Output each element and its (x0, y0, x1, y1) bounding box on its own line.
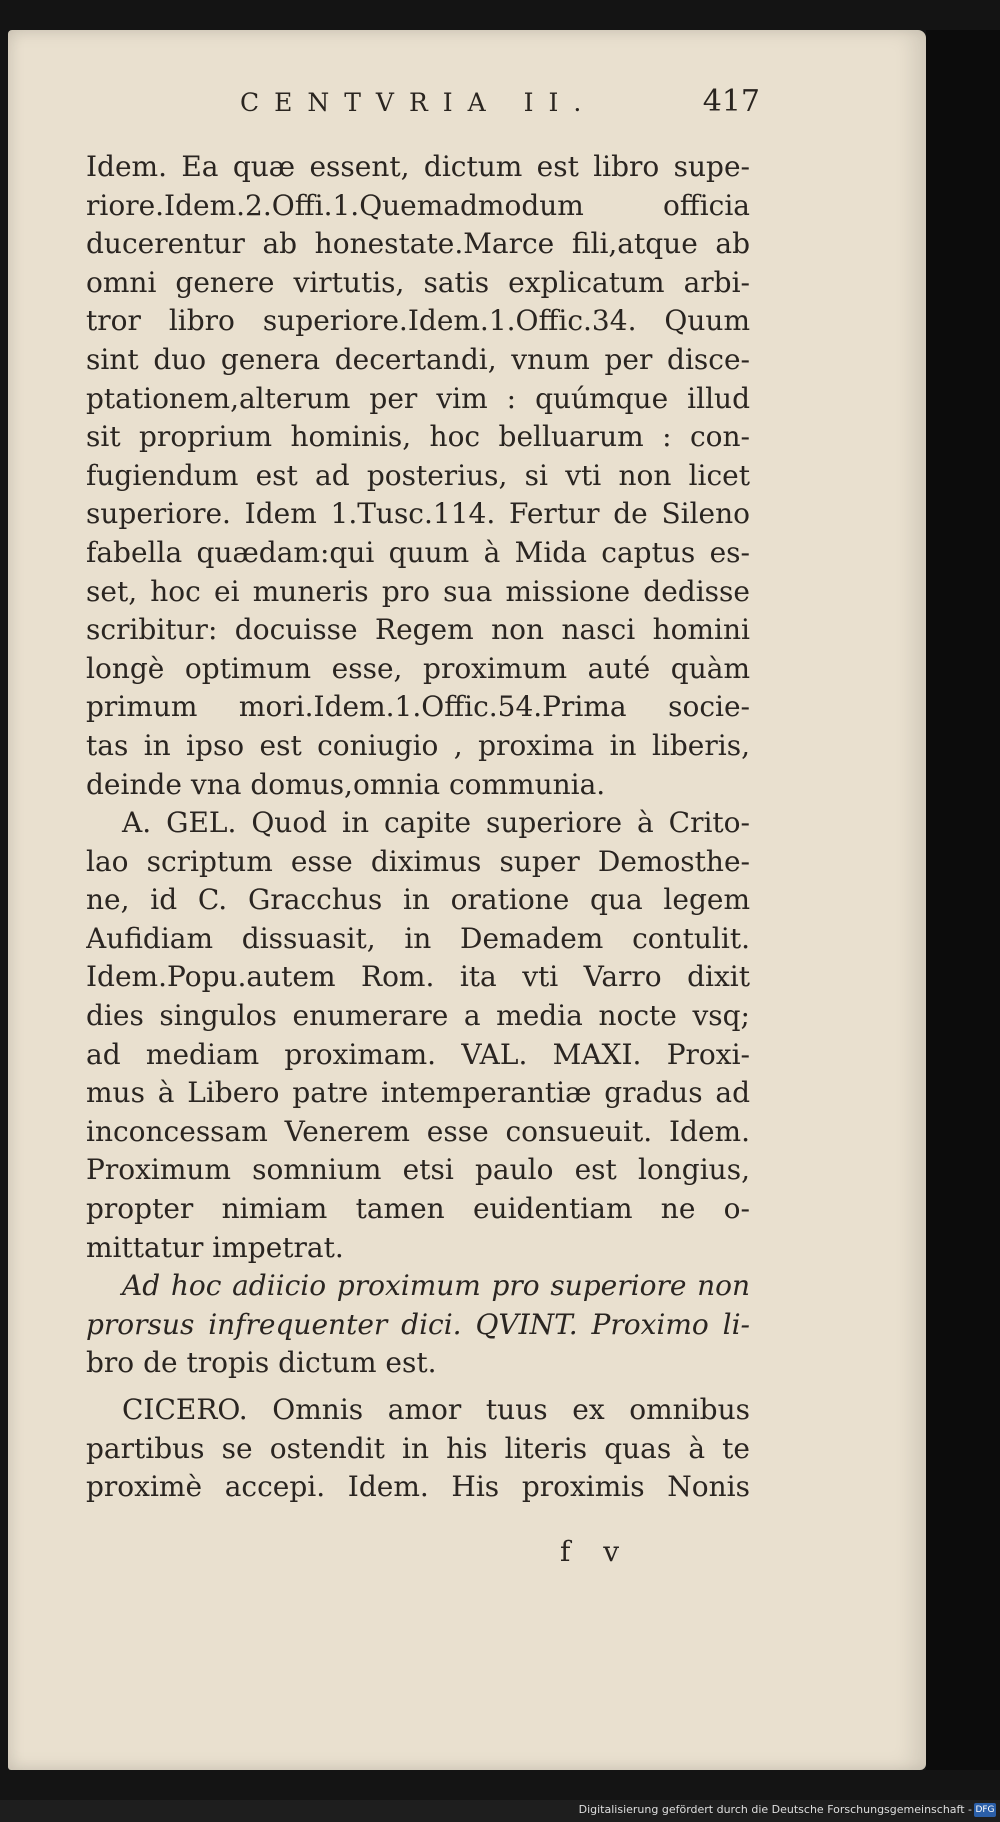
text-line: CICERO. Omnis amor tuus ex omnibus (122, 1393, 750, 1426)
page-header (240, 84, 760, 128)
text-line: sit proprium hominis, hoc belluarum : con- (86, 420, 750, 454)
text-line: sint duo genera decertandi, vnum per disce- (86, 342, 750, 376)
text-line: tas in ipso est coniugio , proxima in liberis, (86, 728, 750, 762)
text-line: mittatur impetrat. (86, 1230, 344, 1264)
paragraph-gap (86, 1383, 750, 1391)
text-line: mus à Libero patre intemperantiæ gradus ad (86, 1076, 750, 1110)
text-line: Idem. Ea quæ essent, dictum est libro supe- (86, 150, 750, 183)
text-line: ducerentur ab honestate.Marce fili,atque ab (86, 227, 750, 261)
text-line: deinde vna domus,omnia communia. (86, 767, 606, 801)
page-number: 417 (702, 84, 760, 119)
running-head: CENTVRIA II. (240, 88, 597, 117)
text-line: primum mori.Idem.1.Offic.54.Prima socie- (86, 690, 750, 724)
text-line: bro de tropis dictum est. (86, 1346, 437, 1380)
text-line: ptationem,alterum per vim : quúmque illud (86, 381, 750, 415)
text-line: Idem.Popu.autem Rom. ita vti Varro dixit (86, 960, 750, 994)
text-line: tror libro superiore.Idem.1.Offic.34. Quum (86, 304, 750, 338)
text-line: fabella quædam:qui quum à Mida captus es- (86, 535, 750, 569)
text-line: Ad hoc adiicio proximum pro superiore non (122, 1269, 750, 1303)
text-line: ne, id C. Gracchus in oratione qua legem (86, 883, 750, 917)
text-line: propter nimiam tamen euidentiam ne o- (86, 1192, 750, 1226)
text-line: Aufidiam dissuasit, in Demadem contulit. (86, 921, 750, 955)
text-line: proximè accepi. Idem. His proximis Nonis (86, 1470, 750, 1504)
text-line: dies singulos enumerare a media nocte vsq; (86, 999, 750, 1033)
text-line: scribitur: docuisse Regem non nasci homini (86, 613, 750, 647)
text-line: superiore. Idem 1.Tusc.114. Fertur de Sileno (86, 497, 750, 531)
text-line: prorsus infrequenter dici. QVINT. Proximo li- (86, 1307, 750, 1341)
dfg-logo: DFG (975, 1805, 995, 1815)
body-text (86, 148, 750, 1507)
catchword: f v (560, 1535, 632, 1568)
text-line: A. GEL. Quod in capite superiore à Crito- (122, 806, 750, 840)
text-line: ad mediam proximam. VAL. MAXI. Proxi- (86, 1037, 750, 1071)
text-line: longè optimum esse, proximum auté quàm (86, 651, 750, 685)
text-line: riore.Idem.2.Offi.1.Quemadmodum officia (86, 188, 750, 222)
text-line: lao scriptum esse diximus super Demosthe- (86, 844, 750, 878)
funding-credit: Digitalisierung gefördert durch die Deutsche Forschungsgemeinschaft - (578, 1803, 972, 1816)
scan-background (926, 30, 1000, 1770)
text-line: Proximum somnium etsi paulo est longius, (86, 1153, 750, 1187)
text-line: set, hoc ei muneris pro sua missione dedisse (86, 574, 750, 608)
text-line: omni genere virtutis, satis explicatum arbi- (86, 265, 750, 299)
text-line: inconcessam Venerem esse consueuit. Idem. (86, 1114, 750, 1148)
text-line: fugiendum est ad posterius, si vti non licet (86, 458, 750, 492)
text-line: partibus se ostendit in his literis quas à te (86, 1431, 750, 1465)
